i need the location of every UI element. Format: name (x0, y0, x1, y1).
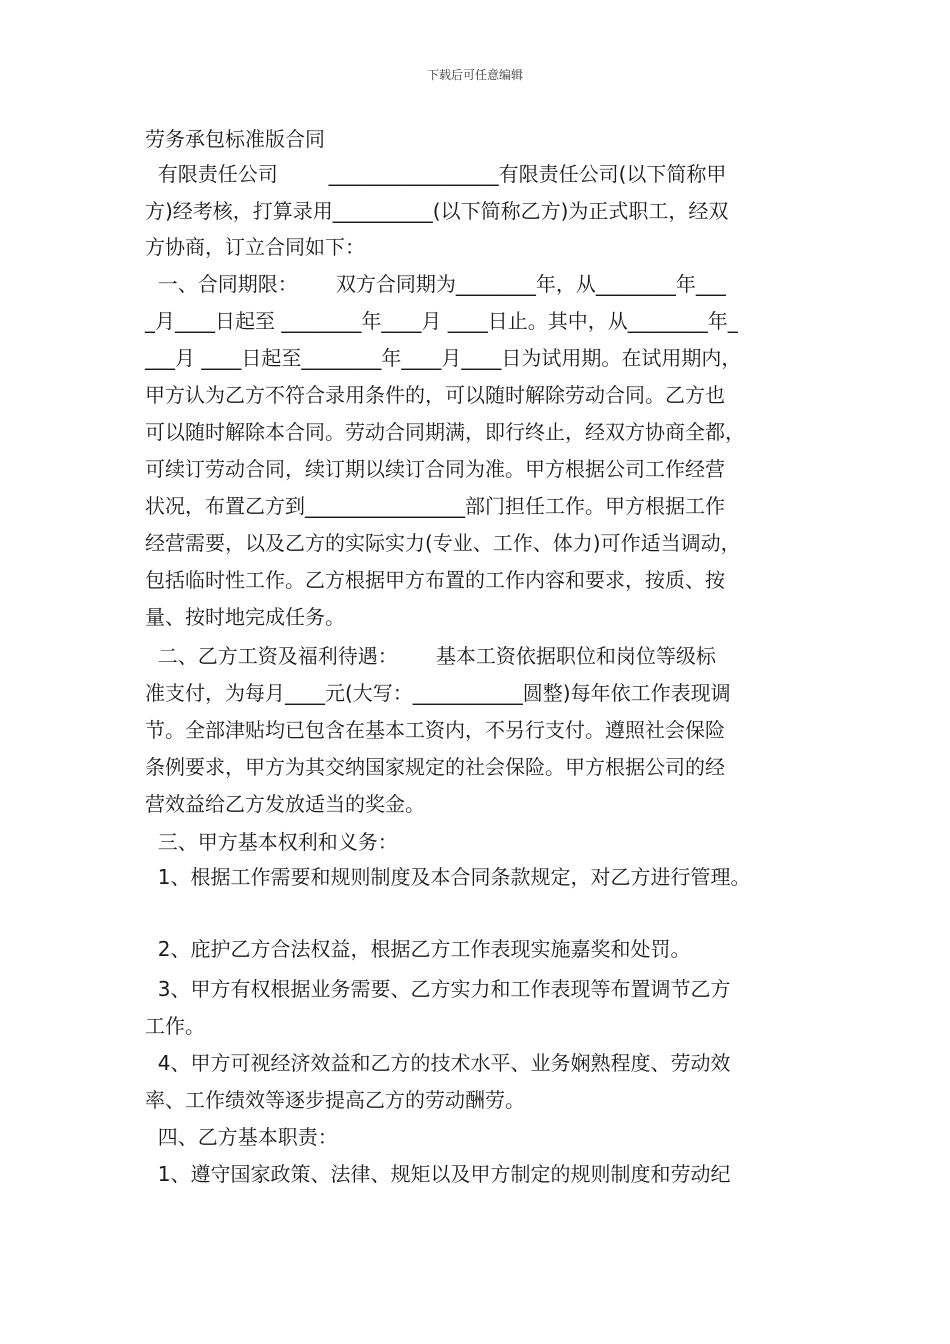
text-line: 经营需要，以及乙方的实际实力(专业、工作、体力)可作适当调动， (145, 531, 741, 555)
text-line: 节。全部津贴均已包含在基本工资内，不另行支付。遵照社会保险 (145, 718, 725, 742)
text-line: 准支付，为每月____元(大写：___________圆整)每年依工作表现调 (145, 681, 731, 705)
text-line: 率、工作绩效等逐步提高乙方的劳动酬劳。 (145, 1088, 525, 1112)
list-item: 1、遵守国家政策、法律、规矩以及甲方制定的规则制度和劳动纪 (145, 1162, 731, 1186)
text-line: 方协商，订立合同如下： (145, 235, 365, 259)
text-line: 条例要求，甲方为其交纳国家规定的社会保险。甲方根据公司的经 (145, 755, 725, 779)
text-line: 甲方认为乙方不符合录用条件的，可以随时解除劳动合同。乙方也 (145, 383, 725, 407)
list-item: 3、甲方有权根据业务需要、乙方实力和工作表现等布置调节乙方 (145, 977, 731, 1001)
section-heading: 一、合同期限： 双方合同期为________年，从________年___ (145, 272, 726, 296)
text-line: 量、按时地完成任务。 (145, 605, 345, 629)
page-header: 下载后可任意编辑 (426, 68, 523, 82)
list-item: 4、甲方可视经济效益和乙方的技术水平、业务娴熟程度、劳动效 (145, 1051, 731, 1075)
list-item: 1、根据工作需要和规则制度及本合同条款规定，对乙方进行管理。 (145, 865, 751, 889)
document-title: 劳务承包标准版合同 (145, 127, 325, 151)
text-line: 有限责任公司 _________________有限责任公司(以下简称甲 (145, 162, 727, 186)
text-line: 营效益给乙方发放适当的奖金。 (145, 792, 425, 816)
text-line: ___月 ____日起至________年____月____日为试用期。在试用期内， (145, 346, 742, 370)
text-line: _月____日起至 ________年____月 ____日止。其中，从________年_ (145, 309, 738, 333)
text-line: 工作。 (145, 1014, 205, 1038)
list-item: 2、庇护乙方合法权益，根据乙方工作表现实施嘉奖和处罚。 (145, 937, 691, 961)
text-line: 可以随时解除本合同。劳动合同期满，即行终止，经双方协商全都， (145, 420, 745, 444)
section-heading: 四、乙方基本职责： (145, 1125, 338, 1149)
section-heading: 三、甲方基本权利和义务： (145, 830, 398, 854)
text-line: 可续订劳动合同，续订期以续订合同为准。甲方根据公司工作经营 (145, 457, 725, 481)
section-heading: 二、乙方工资及福利待遇： 基本工资依据职位和岗位等级标 (145, 644, 716, 668)
text-line: 包括临时性工作。乙方根据甲方布置的工作内容和要求，按质、按 (145, 568, 725, 592)
text-line: 状况，布置乙方到________________部门担任工作。甲方根据工作 (145, 494, 725, 518)
text-line: 方)经考核，打算录用__________(以下简称乙方)为正式职工，经双 (145, 199, 729, 223)
